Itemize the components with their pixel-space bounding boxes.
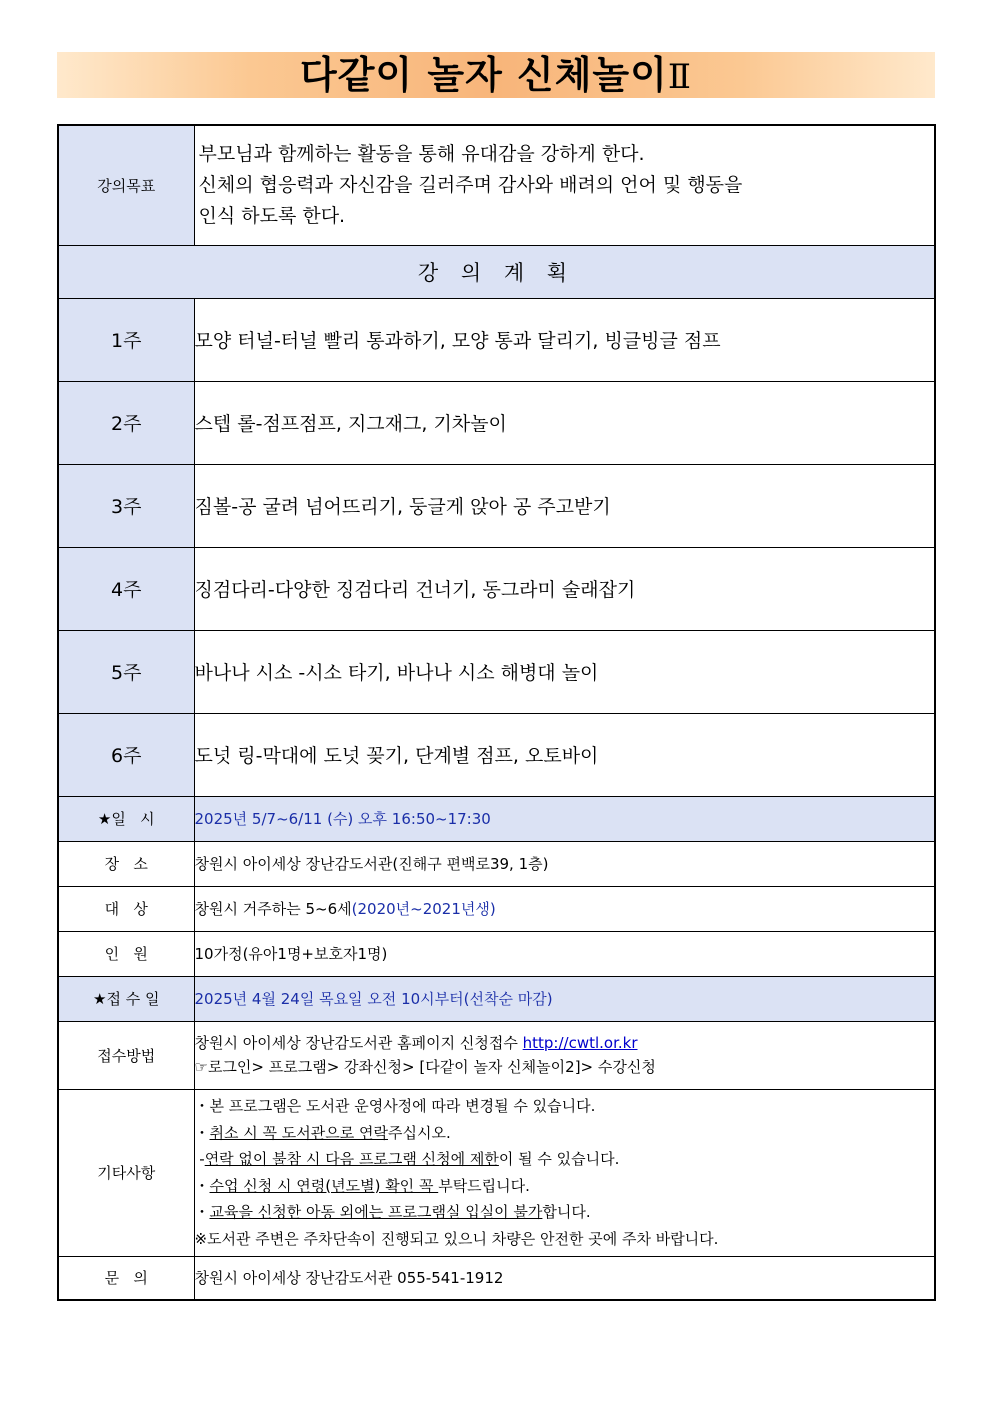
program-table: [57, 124, 936, 1301]
page-title: [57, 52, 935, 98]
reception-date-label: ★접 수 일: [58, 976, 194, 1021]
etc-line: [195, 1199, 935, 1226]
schedule-label: ★일 시: [58, 796, 194, 841]
week-content: 바나나 시소 -시소 타기, 바나나 시소 해병대 놀이: [194, 630, 935, 713]
week-label: 6주: [58, 713, 194, 796]
week-label: 4주: [58, 547, 194, 630]
etc-value: [194, 1089, 935, 1256]
method-line1-text: 창원시 아이세상 장난감도서관 홈페이지 신청접수: [194, 1034, 523, 1052]
plan-header: 강 의 계 획: [58, 245, 935, 298]
method-value: [194, 1021, 935, 1089]
contact-row: [58, 1256, 935, 1300]
etc-underlined: 취소 시 꼭 도서관으로 연락: [209, 1123, 388, 1142]
week-label: 2주: [58, 381, 194, 464]
place-value: 창원시 아이세상 장난감도서관(진해구 편백로39, 1층): [194, 841, 935, 886]
etc-underlined: 연락 없이 불참 시 다음 프로그램 신청에 제한: [204, 1150, 499, 1168]
goal-content: [194, 125, 935, 245]
week-row: [58, 464, 935, 547]
etc-text: 부탁드립니다.: [438, 1176, 530, 1195]
etc-underlined: 교육을 신청한 아동 외에는 프로그램실 입실이 불가: [209, 1203, 543, 1221]
week-label: 5주: [58, 630, 194, 713]
capacity-label: 인 원: [58, 931, 194, 976]
week-row: [58, 298, 935, 381]
contact-label: 문 의: [58, 1256, 194, 1300]
reception-date-value: 2025년 4월 24일 목요일 오전 10시부터(선착순 마감): [194, 976, 935, 1021]
etc-underlined: 수업 신청 시 연령(년도별) 확인 꼭: [209, 1176, 439, 1195]
week-row: [58, 547, 935, 630]
week-row: [58, 630, 935, 713]
method-line2: ☞로그인> 프로그램> 강좌신청> [다같이 놀자 신체놀이2]> 수강신청: [194, 1058, 656, 1076]
week-row: [58, 713, 935, 796]
etc-text: 이 될 수 있습니다.: [498, 1150, 620, 1168]
etc-text: -: [194, 1150, 205, 1168]
contact-value: 창원시 아이세상 장난감도서관 055-541-1912: [194, 1256, 935, 1300]
week-content: 징검다리-다양한 징검다리 건너기, 동그라미 술래잡기: [194, 547, 935, 630]
target-row: [58, 886, 935, 931]
week-label: 1주: [58, 298, 194, 381]
target-label: 대 상: [58, 886, 194, 931]
title-main: 다같이 놀자 신체놀이: [300, 53, 668, 97]
reception-date-row: [58, 976, 935, 1021]
etc-line: [195, 1120, 935, 1147]
goal-line: 부모님과 함께하는 활동을 통해 유대감을 강하게 한다.: [198, 142, 645, 165]
etc-line: ※도서관 주변은 주차단속이 진행되고 있으니 차량은 안전한 곳에 주차 바랍니다.: [194, 1229, 719, 1248]
etc-text: ・: [194, 1176, 210, 1195]
week-content: 스텝 롤-점프점프, 지그재그, 기차놀이: [194, 381, 935, 464]
title-numeral: Ⅱ: [667, 57, 692, 97]
schedule-value: 2025년 5/7~6/11 (수) 오후 16:50~17:30: [194, 796, 935, 841]
etc-line: [195, 1146, 935, 1173]
method-line1: [195, 1031, 935, 1055]
goal-line: 인식 하도록 한다.: [198, 204, 346, 227]
schedule-row: [58, 796, 935, 841]
goal-label: 강의목표: [58, 125, 194, 245]
target-years: (2020년~2021년생): [351, 900, 496, 918]
etc-line: ・본 프로그램은 도서관 운영사정에 따라 변경될 수 있습니다.: [194, 1097, 596, 1115]
method-label: 접수방법: [58, 1021, 194, 1089]
etc-text: ・: [194, 1123, 210, 1142]
plan-header-row: [58, 245, 935, 298]
capacity-value: 10가정(유아1명+보호자1명): [194, 931, 935, 976]
week-content: 도넛 링-막대에 도넛 꽂기, 단계별 점프, 오토바이: [194, 713, 935, 796]
etc-label: 기타사항: [58, 1089, 194, 1256]
week-content: 짐볼-공 굴려 넘어뜨리기, 둥글게 앉아 공 주고받기: [194, 464, 935, 547]
etc-text: 합니다.: [542, 1203, 591, 1221]
week-row: [58, 381, 935, 464]
etc-row: [58, 1089, 935, 1256]
place-label: 장 소: [58, 841, 194, 886]
target-value-text: 창원시 거주하는 5~6세: [194, 900, 352, 918]
goal-row: [58, 125, 935, 245]
capacity-row: [58, 931, 935, 976]
goal-line: 신체의 협응력과 자신감을 길러주며 감사와 배려의 언어 및 행동을: [198, 173, 743, 196]
place-row: [58, 841, 935, 886]
homepage-link[interactable]: http://cwtl.or.kr: [522, 1034, 638, 1052]
etc-text: ・: [194, 1203, 210, 1221]
week-content: 모양 터널-터널 빨리 통과하기, 모양 통과 달리기, 빙글빙글 점프: [194, 298, 935, 381]
etc-text: 주십시오.: [387, 1123, 451, 1142]
method-row: [58, 1021, 935, 1089]
target-value: [194, 886, 935, 931]
week-label: 3주: [58, 464, 194, 547]
etc-line: [195, 1173, 935, 1200]
